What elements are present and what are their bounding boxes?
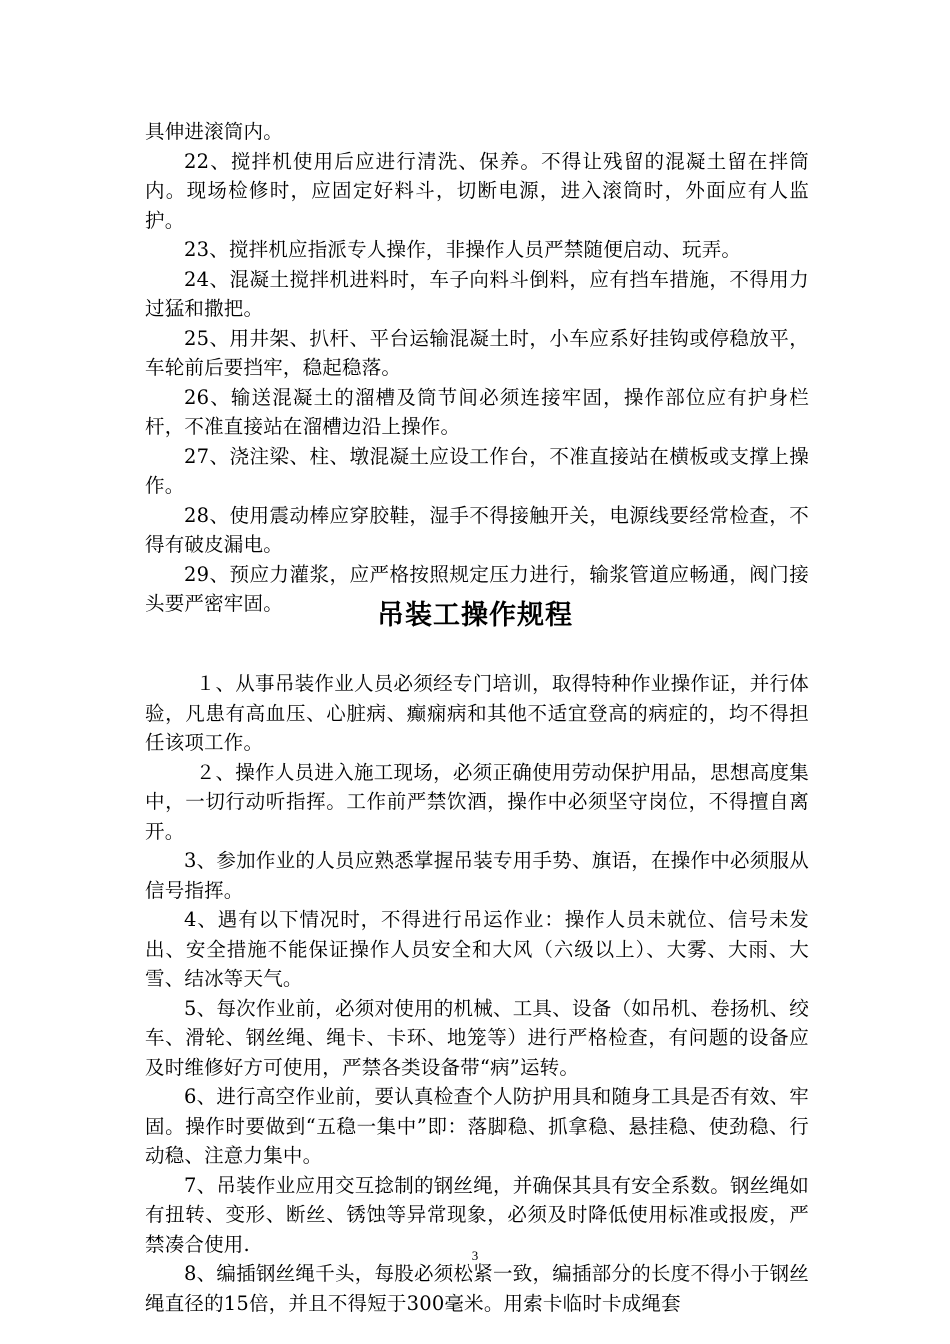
paragraph-27: 27、浇注梁、柱、墩混凝土应设工作台，不准直接站在横板或支撑上操作。 — [145, 444, 809, 497]
paragraph-22: 22、搅拌机使用后应进行清洗、保养。不得让残留的混凝土留在拌筒内。现场检修时，应固定好料斗，切断电源，进入滚筒时，外面应有人监护。 — [145, 149, 809, 232]
paragraph-28: 28、使用震动棒应穿胶鞋，湿手不得接触开关，电源线要经常检查，不得有破皮漏电。 — [145, 503, 809, 556]
paragraph-25: 25、用井架、扒杆、平台运输混凝土时，小车应系好挂钩或停稳放平，车轮前后要挡牢，稳起稳落。 — [145, 326, 809, 379]
section-title: 吊装工操作规程 — [377, 600, 573, 632]
hoisting-rules-text — [145, 669, 809, 1318]
rule-3: 3、参加作业的人员应熟悉掌握吊装专用手势、旗语，在操作中必须服从信号指挥。 — [145, 849, 809, 902]
paragraph-continuation: 具伸进滚筒内。 — [145, 120, 283, 143]
paragraph-24: 24、混凝土搅拌机进料时，车子向料斗倒料，应有挡车措施，不得用力过猛和撒把。 — [145, 267, 809, 320]
continued-section-text — [145, 117, 809, 619]
paragraph-26: 26、输送混凝土的溜槽及筒节间必须连接牢固，操作部位应有护身栏杆，不准直接站在溜槽边沿上操作。 — [145, 385, 809, 438]
page-number: 3 — [471, 1248, 479, 1263]
rule-1: １、从事吊装作业人员必须经专门培训，取得特种作业操作证，并行体验，凡患有高血压、心脏病、癫痫病和其他不适宜登高的病症的，均不得担任该项工作。 — [145, 672, 809, 754]
paragraph-29: 29、预应力灌浆，应严格按照规定压力进行，输浆管道应畅通，阀门接头要严密牢固。 — [145, 562, 809, 615]
rule-6: 6、进行高空作业前，要认真检查个人防护用具和随身工具是否有效、牢固。操作时要做到“五稳一集中”即：落脚稳、抓拿稳、悬挂稳、使劲稳、行动稳、注意力集中。 — [145, 1085, 809, 1167]
rule-7: 7、吊装作业应用交互捻制的钢丝绳，并确保其具有安全系数。钢丝绳如有扭转、变形、断丝、锈蚀等异常现象，必须及时降低使用标准或报废，严禁凑合使用. — [145, 1173, 809, 1256]
rule-4: 4、遇有以下情况时，不得进行吊运作业：操作人员未就位、信号未发出、安全措施不能保证操作人员安全和大风（六级以上）、大雾、大雨、大雪、结冰等天气。 — [145, 908, 809, 990]
rule-8: 8、编插钢丝绳千头，每股必须松紧一致，编插部分的长度不得小于钢丝绳直径的15倍，并且不得短于300毫米。用索卡临时卡成绳套 — [145, 1262, 809, 1315]
paragraph-23: 23、搅拌机应指派专人操作，非操作人员严禁随便启动、玩弄。 — [184, 238, 742, 261]
rule-5: 5、每次作业前，必须对使用的机械、工具、设备（如吊机、卷扬机、绞车、滑轮、钢丝绳、绳卡、卡环、地笼等）进行严格检查，有问题的设备应及时维修好方可使用，严禁各类设备带“病”运转。 — [145, 996, 809, 1079]
rule-2: ２、操作人员进入施工现场，必须正确使用劳动保护用品，思想高度集中，一切行动听指挥。工作前严禁饮酒，操作中必须坚守岗位，不得擅自离开。 — [145, 760, 809, 843]
